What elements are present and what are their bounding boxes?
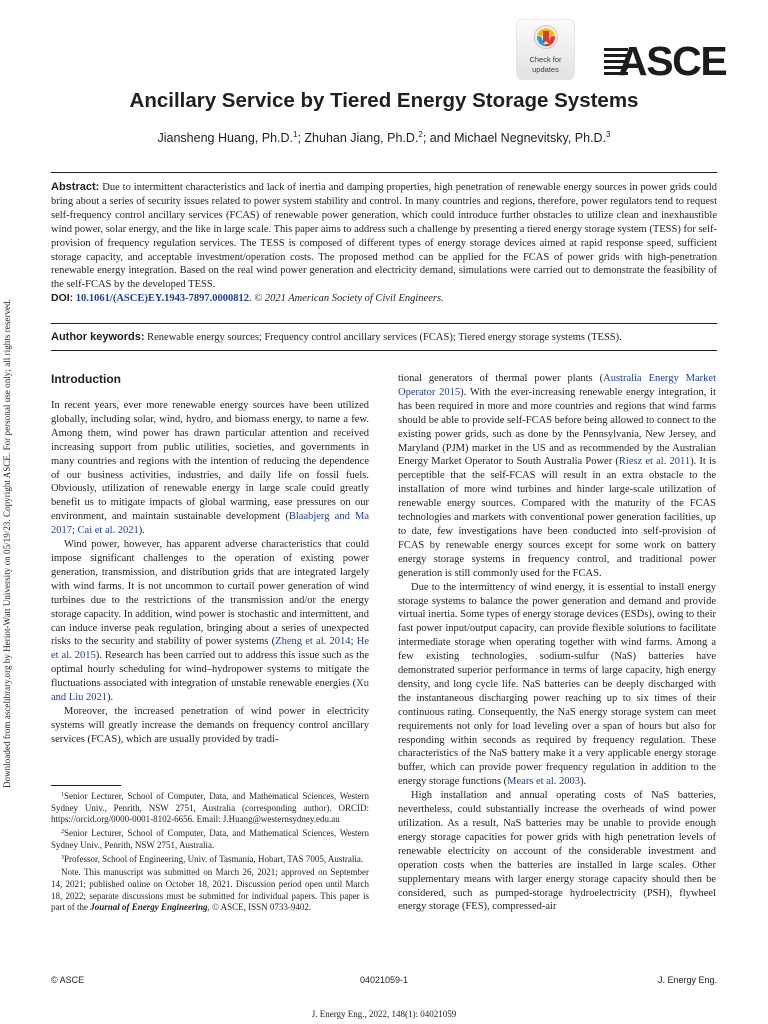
author-name: Michael Negnevitsky, Ph.D. — [454, 131, 607, 145]
body-paragraph: Due to the intermittency of wind energy, it is essential to install energy storage systems to balance the power generation and demand and provide virtual inertia. Some types of energy storage devices (ESDs), owing to their fast power input/output capacity, can provide flexible solutions to facilitate intermediate storage when operating together with wind farms. Among a few existing technologies, sodium-sulfur (NaS) batteries have demonstrated superior performance in terms of large capacity, high energy density, and long cycle life. NaS batteries can be deeply discharged with the instantaneous discharging power reaching up to six times of their continuous rating. Consequently, the NaS energy storage system can meet requirements not only for load leveling over a span of hours but also for responding within seconds as required by frequency regulation. These characteristics of the NaS battery make it a very applicable energy storage buffer, which can provide power frequency regulation in addition to the energy storage functions (Mears et al. 2003). — [398, 581, 716, 788]
citation-link[interactable]: Australia Energy Market Operator 2015 — [398, 373, 716, 398]
asce-logo: ASCE — [604, 42, 714, 82]
author-affiliation-marker: 1 — [293, 130, 298, 139]
footnote: $^1$Senior Lecturer, School of Computer, Data, and Mathematical Sciences, Western Sydney Univ., Penrith, NSW 2751, Australia (corresponding author). ORCID: https://orcid.org/0000-0001-8102-6656. Email: J.Huang@westernsydney.edu.au — [51, 791, 369, 825]
author-name: Jiansheng Huang, Ph.D. — [157, 131, 294, 145]
right-column-body — [398, 372, 716, 914]
citation-link[interactable]: Mears et al. 2003 — [507, 776, 581, 788]
manuscript-note: Note. This manuscript was submitted on March 26, 2021; approved on September 14, 2021; published online on October 18, 2021. Discussion period open until March 18, 2022; separate discussions must be submitted for individual papers. This paper is part of the Journal of Energy Engineering, © ASCE, ISSN 0733-9402. — [51, 867, 369, 913]
abstract: Abstract: Due to intermittent characteristics and lack of inertia and damping properties, high penetration of renewable energy sources in power grids could bring about a series of security issues related to power system stability and control. In many countries and regions, therefore, power regulators tend to request self-frequency control ancillary services (FCAS) of renewable power generation, which could introduce further obstacles to utilize clean and inexhaustible wind power, solar energy, and the like in large scale. This paper aims to address such a challenge by presenting a tiered energy storage system (TESS) for self-provision of frequency regulation services. The TESS is composed of different types of energy storage devices aimed at rapid response speed, sufficient storage capacity, and acceptable investment/operation costs. The proposed method can be applied for the FCAS of power grids with high-penetration renewable energy integration. Based on the real wind power generation and electricity demand, simulations were carried out to demonstrate the feasibility of the self-FCAS by the developed TESS. DOI: 10.1061/(ASCE)EY.1943-7897.0000812. © 2021 American Society of Civil Engineers. — [51, 181, 717, 305]
author-name: Zhuhan Jiang, Ph.D. — [304, 131, 419, 145]
body-paragraph: Moreover, the increased penetration of wind power in electricity systems will greatly increase the demands on frequency control ancillary services (FCAS), which are usually provided by tradi- — [51, 705, 369, 745]
check-for-updates-badge[interactable] — [517, 20, 574, 79]
body-paragraph: Wind power, however, has apparent adverse characteristics that could impose significant challenges to the operation of existing power generation, transmission, and distribution grids that are integrated largely with wind farms. It is not uncommon to curtail power generation of wind turbines due to the restrictions of the transmission and/or the energy storage capacity. In addition, wind power is stochastic and intermittent, and can induce inverse peak regulation, bringing about a series of unexpected risks to the security and stability of power systems (Zheng et al. 2014; He et al. 2015). Research has been carried out to address this issue such as the optimal hourly scheduling for wind–hydropower systems to mitigate the fluctuations associated with integration of unstable renewable energies (Xu and Liu 2021). — [51, 539, 370, 704]
body-paragraph: High installation and annual operating costs of NaS batteries, nevertheless, could substantially increase the overheads of wind power utilization. As a result, NaS batteries may be unable to provide enough energy storage capacities for power grids with high penetration levels of renewable electricity on account of the considerable investment and operation costs when the batteries are installed in large scales. Other supplementary means with larger energy storage capacity should then be considered, such as pumped-storage hydroelectricity (PSH), flywheel energy storage (FES), compressed-air — [398, 790, 716, 913]
abstract-label: Abstract: — [51, 181, 100, 193]
author-line: Jiansheng Huang, Ph.D.$^1$; Zhuhan Jiang, Ph.D.$^2$; and Michael Negnevitsky, Ph.D.$^3$ — [157, 130, 611, 145]
author-affiliation-marker: 2 — [418, 130, 423, 139]
citation-link[interactable]: Riesz et al. 2011 — [618, 456, 691, 468]
badge-line-2: updates — [532, 65, 559, 74]
footnotes — [51, 791, 369, 916]
left-column-body — [51, 399, 369, 747]
citation-line: J. Energy Eng., 2022, 148(1): 04021059 — [311, 1009, 457, 1019]
footnote-divider — [51, 785, 121, 786]
copyright-notice: © 2021 American Society of Civil Engineers. — [254, 293, 444, 305]
doi-label: DOI: — [51, 292, 74, 305]
footer-page-id: 04021059-1 — [359, 975, 409, 985]
footer-journal: J. Energy Eng. — [657, 975, 717, 985]
abstract-text: Due to intermittent characteristics and lack of inertia and damping properties, high penetration of renewable energy sources in power grids could bring about a series of security issues related to power system stability and control. In many countries and regions, therefore, power regulators tend to request self-frequency control ancillary services (FCAS) of renewable power generation, which could introduce further obstacles to utilize clean and inexhaustible wind power, solar energy, and the like in large scale. This paper aims to address such a challenge by presenting a tiered energy storage system (TESS) for self-provision of frequency regulation services. The TESS is composed of different types of energy storage devices aimed at rapid response speed, sufficient storage capacity, and acceptable investment/operation costs. The proposed method can be applied for the FCAS of power grids with high-penetration renewable energy integration. Based on the real wind power generation and electricity demand, simulations were carried out to demonstrate the feasibility of the self-FCAS by the developed TESS. — [51, 182, 717, 291]
abstract-divider — [51, 323, 717, 324]
keywords-text: Renewable energy sources; Frequency control ancillary services (FCAS); Tiered energy storage systems (TESS). — [144, 332, 622, 343]
citation-link[interactable]: Zheng et al. 2014 — [275, 636, 351, 648]
footnote: $^2$Senior Lecturer, School of Computer, Data, and Mathematical Sciences, Western Sydney Univ., Penrith, NSW 2751, Australia. — [51, 828, 369, 850]
keywords-label: Author keywords: — [51, 331, 145, 343]
section-heading-introduction: Introduction — [51, 372, 121, 386]
footer-copyright: © ASCE — [51, 975, 85, 985]
body-paragraph: tional generators of thermal power plants (Australia Energy Market Operator 2015). With the ever-increasing renewable energy integration, it has been required in more and more countries and regions that wind farms should be able to provide self-FCAS before being allowed to connect to the existing power grids, such as done by the Pennsylvania, New Jersey, and Maryland (PJM) market in the US and as recommended by the Australian Energy Market Operator to South Australia Power (Riesz et al. 2011). It is perceptible that the self-FCAS will result in an extra obstacle to the installation of more wind turbines and hinder large-scale utilization of renewable energy sources. Compared with the maturity of the FCAS technologies and markets with conventional power generation facilities, up to date, few investigations have been conducted into self-provision of FCAS by renewable energy sources except for some work on battery energy storage systems in frequency control, and traditional power generation is still commonly used for the FCAS. — [398, 373, 716, 579]
body-paragraph: In recent years, ever more renewable energy sources have been utilized globally, including solar, wind, hydro, and biomass energy, to name a few. Among them, wind power has drawn particular attention and received increasing support from public utilities, societies, and governments in many countries and regions with the intention of reducing the dependence of our business activities, industries, and daily life on fossil fuels. Obviously, utilization of renewable energy in large scale could greatly benefit us to mitigate impacts of global warming, ease pressures on our environment, and maintain sustainable development (Blaabjerg and Ma 2017; Cai et al. 2021). — [51, 400, 369, 537]
author-affiliation-marker: 3 — [606, 130, 611, 139]
citation-link[interactable]: He et al. 2015 — [51, 636, 369, 662]
footnote: $^3$Professor, School of Engineering, Univ. of Tasmania, Hobart, TAS 7005, Australia. — [61, 853, 364, 864]
paper-title: Ancillary Service by Tiered Energy Storage Systems — [129, 89, 639, 112]
badge-line-1: Check for — [529, 55, 562, 64]
citation-link[interactable]: Blaabjerg and Ma 2017 — [51, 511, 369, 537]
author-keywords — [51, 330, 717, 345]
top-divider — [51, 172, 717, 173]
right-column — [398, 372, 716, 914]
doi-link[interactable]: 10.1061/(ASCE)EY.1943-7897.0000812 — [75, 293, 249, 305]
citation-link[interactable]: Xu and Liu 2021 — [51, 678, 369, 704]
keywords-divider — [51, 350, 717, 351]
download-notice: Downloaded from ascelibrary.org by Heriot-Watt University on 05/19/23. Copyright ASCE. For personal use only; all rights reserved. — [2, 299, 12, 788]
crossmark-icon — [533, 24, 559, 54]
left-column — [51, 372, 369, 747]
citation-link[interactable]: Cai et al. 2021 — [77, 525, 139, 537]
